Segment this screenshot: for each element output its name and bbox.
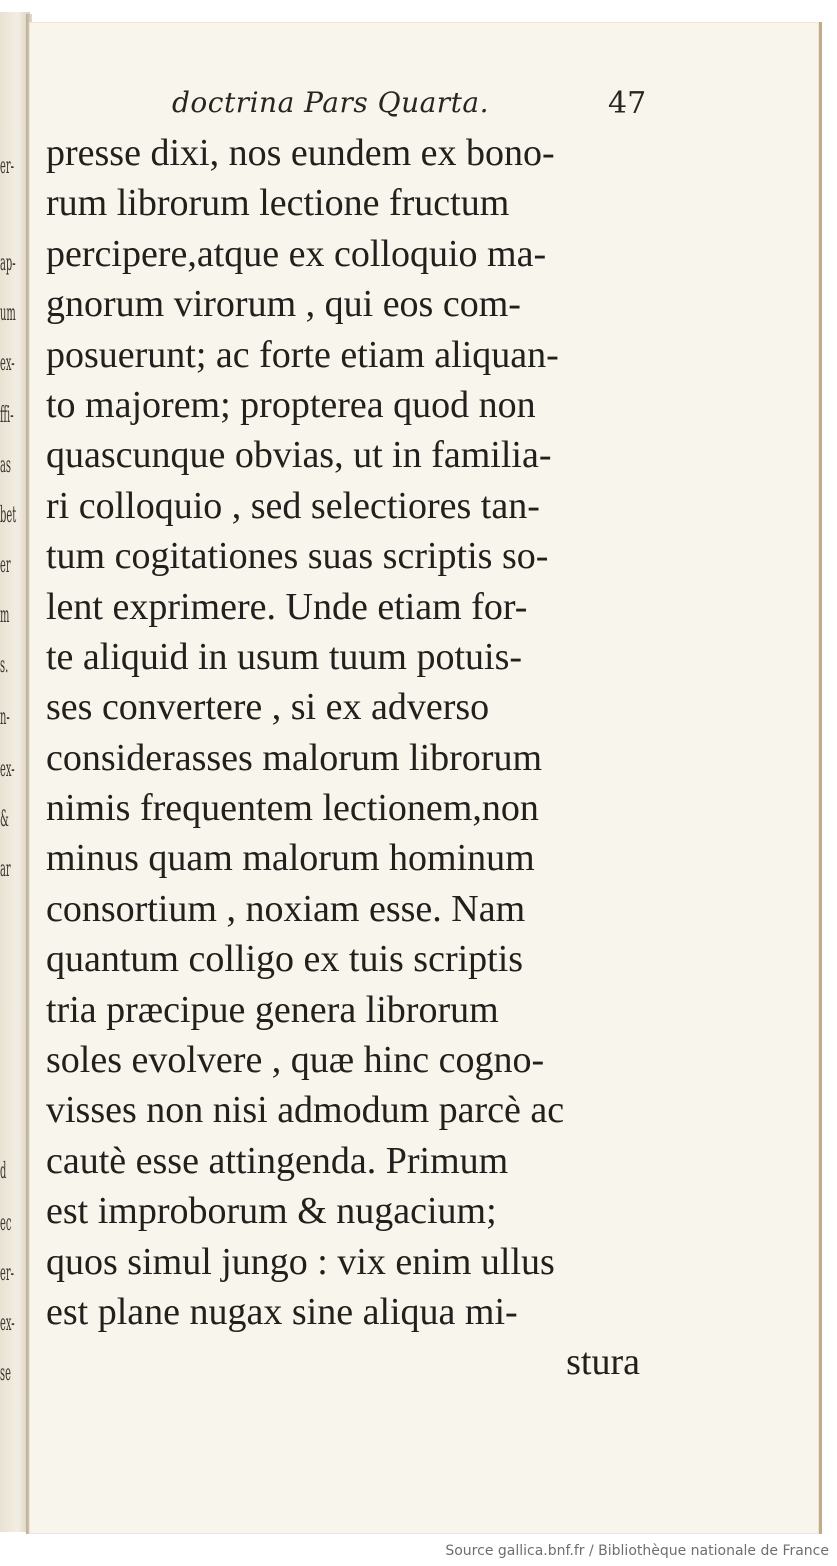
left-fragment: n- (0, 705, 10, 730)
left-fragment: ffi- (0, 403, 14, 428)
left-fragment: as (0, 453, 11, 478)
left-fragment: um (0, 301, 16, 326)
text-line: minus quam malorum hominum (46, 837, 535, 880)
text-line: est plane nugax sine aliqua mi- (46, 1290, 518, 1333)
text-line: presse dixi, nos eundem ex bono- (46, 132, 555, 174)
text-line: quos simul jungo : vix enim ullus (46, 1240, 555, 1283)
left-fragment: & (0, 807, 9, 832)
text-line: est improborum & nugacium; (46, 1190, 497, 1233)
text-line: considerasses malorum librorum (46, 736, 543, 779)
left-fragment: se (0, 1361, 11, 1386)
left-fragment: er (0, 553, 11, 578)
left-fragment: bet (0, 503, 17, 528)
text-line: tum cogitationes suas scriptis so- (46, 535, 549, 578)
running-header: doctrina Pars Quarta. (172, 86, 490, 119)
text-line: quantum colligo ex tuis scriptis (46, 938, 524, 981)
text-line: gnorum virorum , qui eos com- (46, 283, 521, 326)
left-page-margin-fragments (0, 12, 22, 1532)
text-line: te aliquid in usum tuum potuis- (46, 635, 523, 678)
left-fragment: er- (0, 1261, 14, 1286)
left-fragment: ec (0, 1211, 12, 1236)
text-line: ri colloquio , sed selectiores tan- (46, 484, 540, 527)
text-line: to majorem; propterea quod non (46, 383, 536, 426)
left-fragment: d (0, 1159, 7, 1184)
text-line: tria præcipue genera librorum (46, 988, 499, 1031)
catchword: stura (566, 1341, 640, 1384)
page-number: 47 (608, 86, 647, 121)
left-fragment: ex- (0, 1311, 15, 1336)
left-fragment: m (0, 603, 10, 628)
text-line: lent exprimere. Unde etiam for- (46, 585, 528, 628)
text-line: posuerunt; ac forte etiam aliquan- (46, 333, 559, 376)
text-line: rum librorum lectione fructum (46, 182, 510, 225)
text-line: ses convertere , si ex adverso (46, 686, 490, 729)
text-line: consortium , noxiam esse. Nam (46, 887, 526, 930)
page-body-text (46, 128, 658, 1388)
text-line: nimis frequentem lectionem,non (46, 787, 539, 830)
left-fragment: ap- (0, 251, 16, 276)
text-line: soles evolvere , quæ hinc cogno- (46, 1039, 545, 1082)
left-fragment: er- (0, 154, 14, 179)
source-credit: Source gallica.bnf.fr / Bibliothèque nationale de France (445, 1543, 829, 1559)
left-fragment: s. (0, 653, 9, 678)
text-line: cautè esse attingenda. Primum (46, 1139, 509, 1182)
left-fragment: ex- (0, 757, 15, 782)
text-line: percipere,atque ex colloquio ma- (46, 232, 547, 275)
left-fragment: ex- (0, 351, 15, 376)
text-line: quascunque obvias, ut in familia- (46, 434, 552, 477)
left-fragment: ar (0, 857, 11, 882)
text-line: visses non nisi admodum parcè ac (46, 1089, 565, 1132)
